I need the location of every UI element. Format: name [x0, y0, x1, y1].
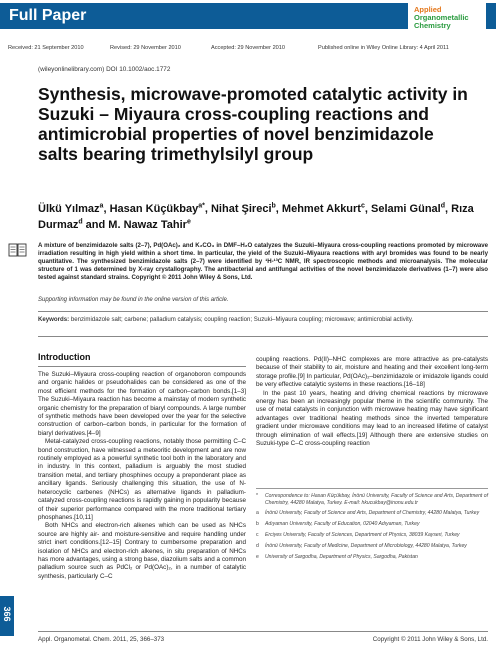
- footnote: [256, 554, 488, 561]
- footnote-mark: e: [256, 554, 259, 561]
- author-affiliation-mark: a*: [198, 202, 205, 209]
- footnote-text: University of Sargodha, Department of Physics, Sargodha, Pakistan: [265, 554, 418, 561]
- footnote: [256, 493, 488, 506]
- page-number: 366: [2, 606, 12, 622]
- logo-line-1: Applied: [414, 5, 442, 14]
- author-separator: ,: [103, 202, 110, 215]
- doi[interactable]: (wileyonlinelibrary.com) DOI 10.1002/aoc.1772: [38, 66, 171, 73]
- author-affiliation-mark: d: [440, 202, 445, 209]
- keywords-label: Keywords:: [38, 316, 70, 323]
- section-label: Full Paper: [9, 7, 87, 24]
- logo-line-3: Chemistry: [414, 21, 451, 30]
- footnote-mark: b: [256, 521, 259, 528]
- author-name: Mehmet Akkurt: [281, 202, 361, 215]
- author: [110, 203, 211, 215]
- author-separator: ,: [275, 202, 282, 215]
- author-separator: ,: [204, 202, 211, 215]
- footnote-mark: a: [256, 510, 259, 517]
- author-affiliation-mark: a: [99, 202, 104, 209]
- footnote-text: Adıyaman University, Faculty of Education, 02040 Adıyaman, Turkey: [265, 521, 420, 528]
- article-title: Synthesis, microwave-promoted catalytic activity in Suzuki – Miyaura cross-coupling reactions and antimicrobial properties of novel benzimidazole salts bearing trimethylsilyl group: [38, 84, 468, 164]
- footnote-text: İnönü University, Faculty of Medicine, Department of Microbiology, 44280 Malatya, Turkey: [265, 543, 467, 550]
- introduction-heading: Introduction: [38, 352, 91, 362]
- published-date: Published online in Wiley Online Library: 4 April 2011: [318, 45, 449, 51]
- author-name: Hasan Küçükbay: [109, 202, 199, 215]
- author-affiliation-mark: b: [271, 202, 276, 209]
- paragraph: Metal-catalyzed cross-coupling reactions, notably those permitting C–C bond construction, have witnessed a meteoritic development and are now routinely employed as a powerful synthetic tool both in the laboratory and in industry. In this context, palladium is arguably the most studied transition metal, and tertiary phosphines occupy a preponderant place as ancillary ligands. Seriously challenging this situation, the use of N-heterocyclic carbenes (NHCs) as alternative ligands in palladium-catalyzed cross-coupling reactions is rapidly gaining in popularity because of their superior performance compared with the more traditional tertiary phosphanes.[10,11]: [38, 438, 246, 521]
- paragraph: The Suzuki–Miyaura cross-coupling reaction of organoboron compounds and organic halides or pseudohalides can be considered as one of the most efficient methods for the formation of carbon–carbon bonds.[1–3] The Suzuki–Miyaura reaction has become a mainstay of modern synthetic organic chemistry for the preparation of biaryl compounds. A large number of synthetic methods have been developed over the year for the selective construction of carbon–carbon bonds, in particular for the formation of biaryl derivatives.[4–9]: [38, 371, 246, 437]
- author-name: Ülkü Yılmaz: [38, 202, 100, 215]
- author-list: [38, 199, 478, 232]
- citation: Appl. Organometal. Chem. 2011, 25, 366–373: [38, 636, 165, 643]
- author: [108, 219, 191, 231]
- divider: [38, 311, 488, 312]
- author-name: M. Nawaz Tahir: [108, 219, 187, 232]
- accepted-date: Accepted: 29 November 2010: [211, 45, 286, 51]
- author-name: Rıza Durmaz: [38, 202, 474, 232]
- footnote: [256, 521, 488, 528]
- footnote-mark: d: [256, 543, 259, 550]
- footnote-text: İnönü University, Faculty of Science and Arts, Department of Chemistry, 44280 Malatya, Turkey: [265, 510, 480, 517]
- author-affiliation-mark: e: [186, 218, 191, 226]
- paragraph: Both NHCs and electron-rich alkenes which can be used as NHCs source are highly air- and moisture-sensitive and require handling under strict inert conditions.[12–15] Contrary to cumbersome preparation and isolation of NHCs and electron-rich alkenes, in situ preparation of NHCs has more advantages, using a strong base, diazolium salts and a common palladium source such as PdCl₂ or Pd(OAc)₂, in a number of catalytic synthesis, particularly C–C: [38, 522, 246, 580]
- author-affiliation-mark: c: [360, 202, 365, 209]
- footnote-text: Correspondence to: Hasan Küçükbay, İnönü University, Faculty of Science and Arts, Department of Chemistry, 44280 Malatya, Turkey. E-mail: hkucukbay@inonu.edu.tr: [265, 493, 489, 506]
- divider: [38, 366, 246, 367]
- author-separator: and: [82, 219, 109, 232]
- footnote: [256, 543, 488, 550]
- journal-logo: [408, 0, 486, 34]
- copyright: Copyright © 2011 John Wiley & Sons, Ltd.: [372, 636, 488, 643]
- author-separator: ,: [364, 202, 372, 215]
- affiliation-footnotes: [256, 488, 488, 606]
- footnote-text: Erciyes University, Faculty of Sciences, Department of Physics, 38039 Kayseri, Turkey: [265, 532, 460, 539]
- author: [282, 203, 371, 215]
- author: [371, 203, 451, 215]
- author: [211, 203, 282, 215]
- footnote: [256, 510, 488, 517]
- author-affiliation-mark: d: [78, 218, 83, 226]
- received-date: Received: 21 September 2010: [8, 45, 84, 51]
- supporting-info-note: Supporting information may be found in the online version of this article.: [38, 297, 229, 303]
- footnote: [256, 532, 488, 539]
- left-column: [38, 371, 246, 581]
- logo-line-2: Organometallic: [414, 13, 469, 22]
- journal-header: [0, 0, 496, 30]
- author-name: Selami Günal: [371, 202, 441, 215]
- abstract: A mixture of benzimidazole salts (2–7), Pd(OAc)₂ and K₂CO₃ in DMF–H₂O catalyzes the Suzuki–Miyaura cross-coupling reactions promoted by microwave irradiation resulting in high yield within a short time. In particular, the yield of the Suzuki–Miyaura reactions with aryl bromides was found to be nearly quantitative. The synthesized benzimidazole salts (2–7) were identified by ¹H-¹³C NMR, IR spectroscopic methods and microanalysis. The molecular structure of 1 was determined by X-ray crystallography. The antibacterial and antifungal activities of the novel benzimidazole derivatives (1–7) were also tested against standard strains. Copyright © 2011 John Wiley & Sons, Ltd.: [38, 242, 488, 281]
- paragraph: In the past 10 years, heating and driving chemical reactions by microwave energy has been an increasingly popular theme in the scientific community. The use of metal catalysts in conjunction with microwave heating may have significant advantages over traditional heating methods since the inverted temperature gradient under microwave conditions may lead to an increased lifetime of catalyst through elimination of wall effects.[19] Although there are extensive studies on Suzuki-type C–C cross-coupling reaction: [256, 389, 488, 448]
- keywords: [38, 316, 488, 324]
- author-name: Nihat Şireci: [210, 202, 272, 215]
- footer-divider: [38, 631, 488, 632]
- keywords-text: benzimidazole salt; carbene; palladium catalysis; coupling reaction; Suzuki–Miyaura coupling; microwave; antimicrobial activity.: [69, 316, 414, 323]
- paragraph: coupling reactions. Pd(II)–NHC complexes are more attractive as pre-catalysts because of their stability to air, moisture and heating and their excellent long-term storage profile.[9] In particular, Pd(OAc)₂–benzimidazole or imidazole ligands could be very effective catalytic systems in these reactions.[16–18]: [256, 356, 488, 389]
- author: [38, 203, 110, 215]
- footnote-mark: c: [256, 532, 259, 539]
- divider: [38, 336, 488, 337]
- author-separator: ,: [445, 202, 452, 215]
- footnote-mark: *: [256, 493, 258, 499]
- revised-date: Revised: 29 November 2010: [110, 45, 181, 51]
- right-column: [256, 356, 488, 448]
- document-icon: [8, 243, 28, 257]
